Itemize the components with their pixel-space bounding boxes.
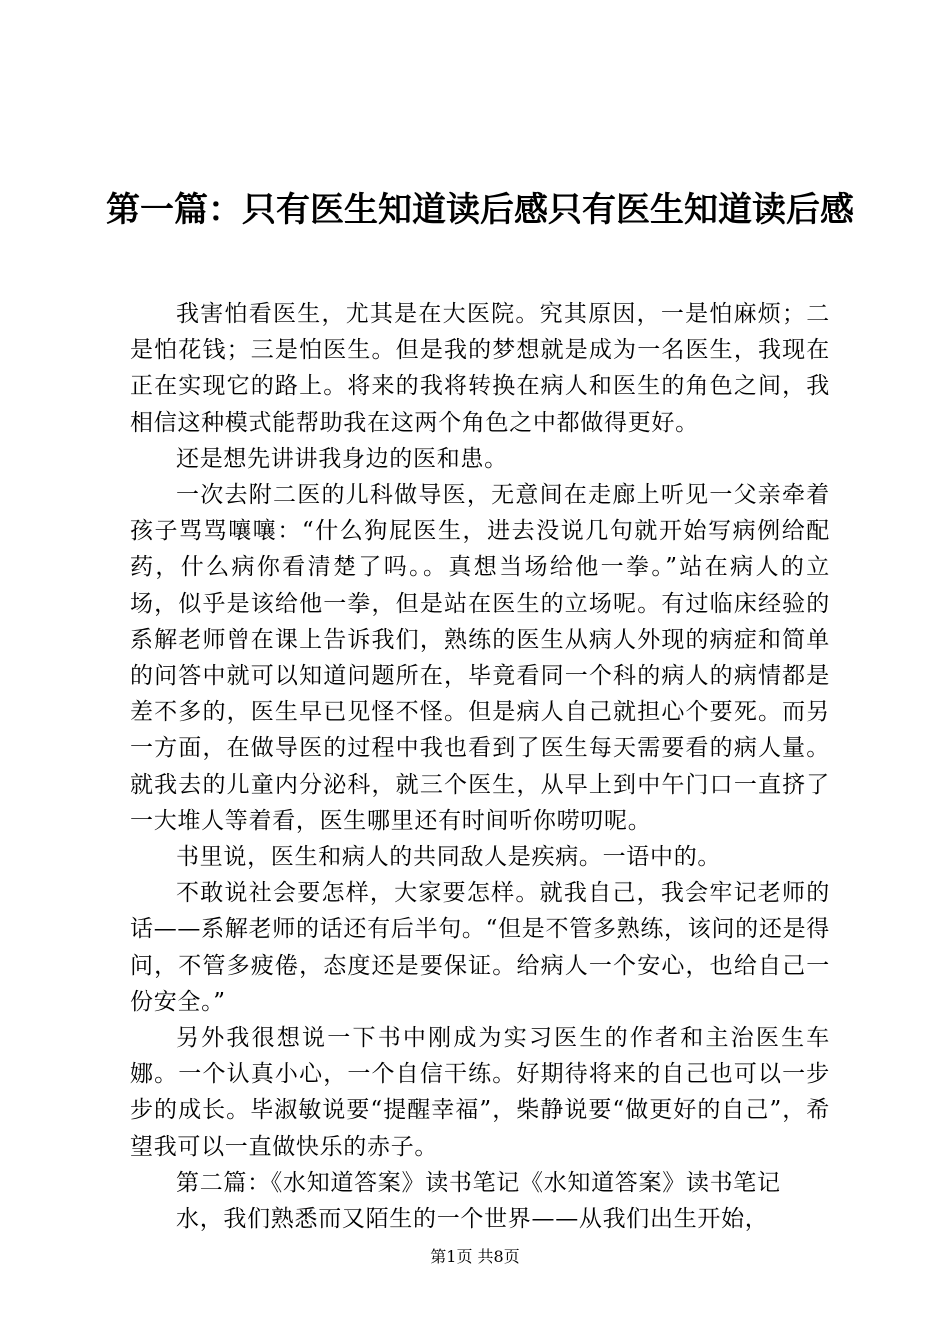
paragraph: 我害怕看医生，尤其是在大医院。究其原因，一是怕麻烦；二是怕花钱；三是怕医生。但是我的梦想就是成为一名医生，我现在正在实现它的路上。将来的我将转换在病人和医生的角色之间，我相信这种模式能帮助我在这两个角色之中都做得更好。 [130,301,830,436]
paragraph: 另外我很想说一下书中刚成为实习医生的作者和主治医生车娜。一个认真小心，一个自信干练。好期待将来的自己也可以一步步的成长。毕淑敏说要“提醒幸福”，柴静说要“做更好的自己”，希望我可以一直做快乐的赤子。 [130,1025,830,1160]
paragraph: 还是想先讲讲我身边的医和患。 [176,445,508,472]
paragraph: 不敢说社会要怎样，大家要怎样。就我自己，我会牢记老师的话——系解老师的话还有后半句。“但是不管多熟练，该问的还是得问，不管多疲倦，态度还是要保证。给病人一个安心，也给自己一份安全。” [130,880,830,1015]
paragraph: 书里说，医生和病人的共同敌人是疾病。一语中的。 [176,844,722,871]
page-footer: 第1页 共8页 [430,1247,520,1266]
paragraph: 水，我们熟悉而又陌生的一个世界——从我们出生开始， [176,1206,769,1233]
document-title: 第一篇：只有医生知道读后感只有医生知道读后感 [106,190,854,230]
section-heading: 第二篇：《水知道答案》读书笔记《水知道答案》读书笔记 [176,1169,781,1196]
paragraph: 一次去附二医的儿科做导医，无意间在走廊上听见一父亲牵着孩子骂骂嚷嚷：“什么狗屁医生，进去没说几句就开始写病例给配药，什么病你看清楚了吗。。真想当场给他一拳。”站在病人的立场，似乎是该给他一拳，但是站在医生的立场呢。有过临床经验的系解老师曾在课上告诉我们，熟练的医生从病人外现的病症和简单的问答中就可以知道问题所在，毕竟看同一个科的病人的病情都是差不多的，医生早已见怪不怪。但是病人自己就担心个要死。而另一方面，在做导医的过程中我也看到了医生每天需要看的病人量。就我去的儿童内分泌科，就三个医生，从早上到中午门口一直挤了一大堆人等着看，医生哪里还有时间听你唠叨呢。 [130,482,830,834]
document-body [130,296,830,1237]
